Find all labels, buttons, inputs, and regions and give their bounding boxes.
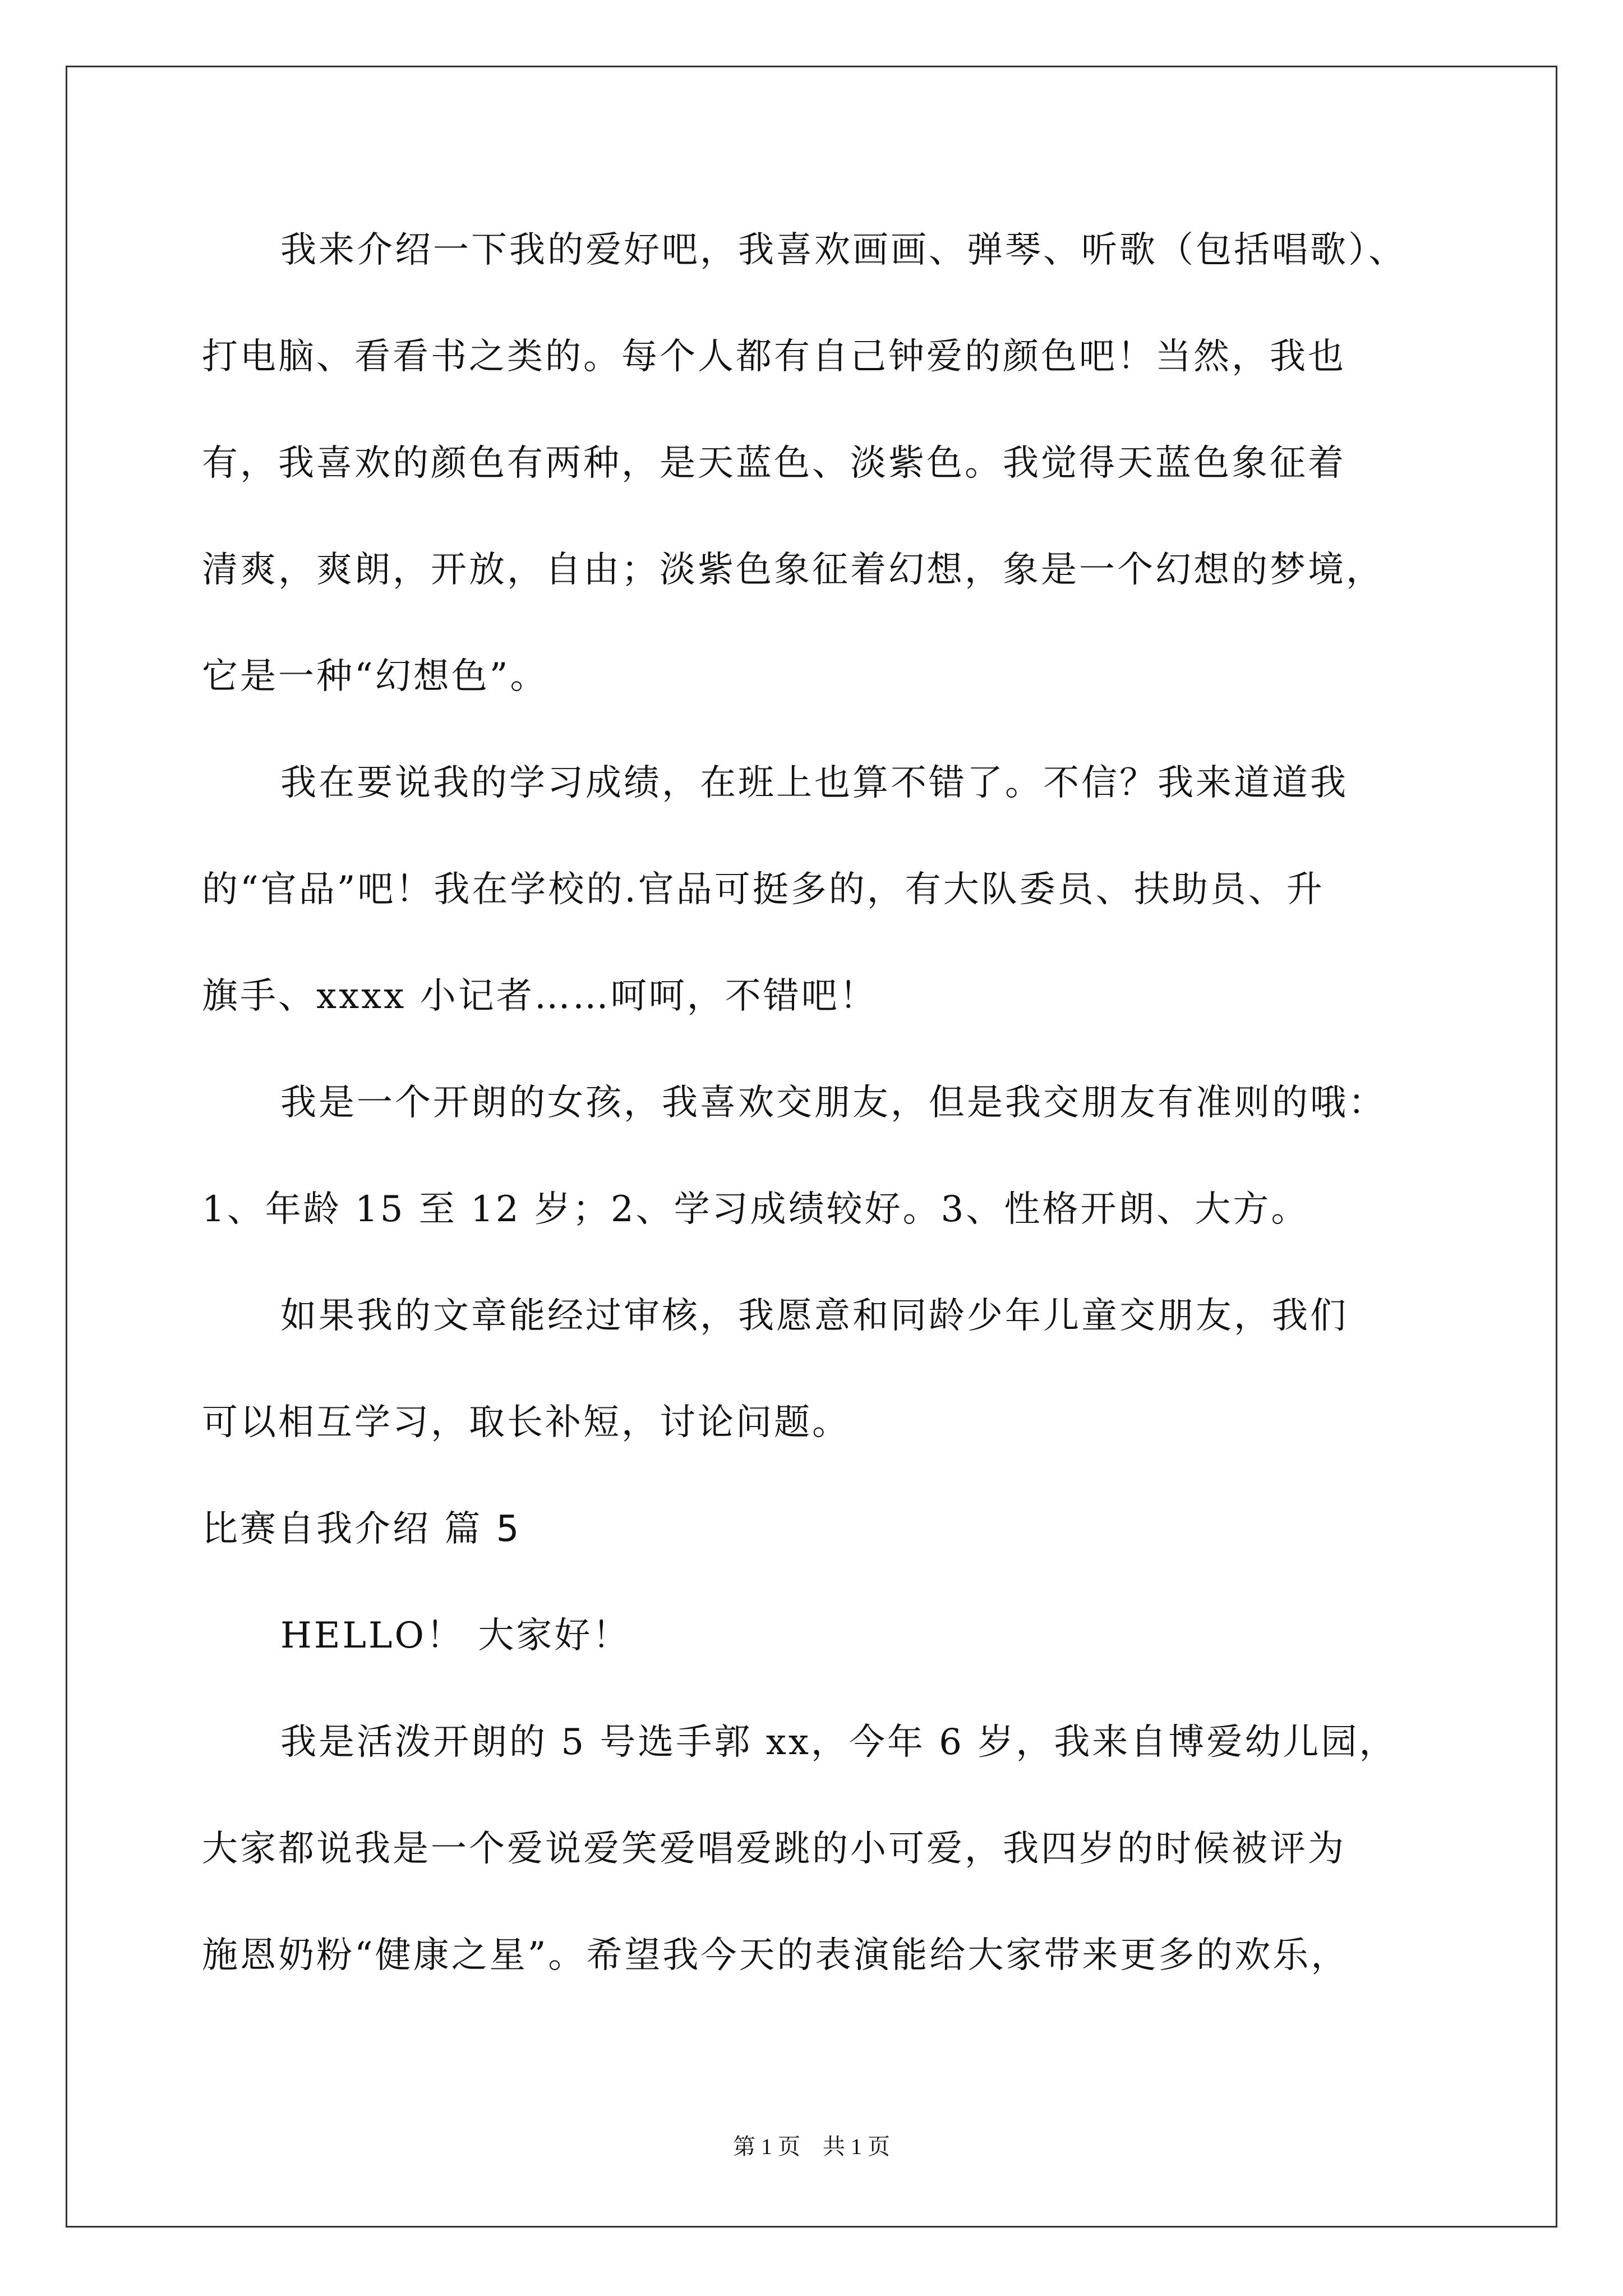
paragraph-1-line-5: 它是一种“幻想色”。: [202, 656, 548, 697]
intro-line-3: 施恩奶粉“健康之星”。希望我今天的表演能给大家带来更多的欢乐，: [202, 1935, 1349, 1976]
paragraph-1-line-4: 清爽，爽朗，开放，自由；淡紫色象征着幻想，象是一个幻想的梦境，: [202, 549, 1384, 591]
paragraph-2-line-3: 旗手、xxxx 小记者……呵呵，不错吧！: [202, 976, 878, 1017]
paragraph-4-line-1: 如果我的文章能经过审核，我愿意和同龄少年儿童交朋友，我们: [280, 1295, 1348, 1337]
page-number-footer: 第 1 页 共 1 页: [733, 2134, 890, 2159]
section-heading: 比赛自我介绍 篇 5: [202, 1508, 522, 1550]
paragraph-2-line-1: 我在要说我的学习成绩，在班上也算不错了。不信？我来道道我: [280, 762, 1348, 804]
paragraph-1-line-2: 打电脑、看看书之类的。每个人都有自己钟爱的颜色吧！当然，我也: [202, 336, 1346, 378]
paragraph-1-line-3: 有，我喜欢的颜色有两种，是天蓝色、淡紫色。我觉得天蓝色象征着: [202, 443, 1346, 484]
page-border: [66, 66, 1557, 2228]
intro-line-1: 我是活泼开朗的 5 号选手郭 xx，今年 6 岁，我来自博爱幼儿园，: [280, 1722, 1398, 1763]
paragraph-2-line-2: 的“官品”吧！我在学校的.官品可挺多的，有大队委员、扶助员、升: [202, 869, 1325, 910]
paragraph-1-line-1: 我来介绍一下我的爱好吧，我喜欢画画、弹琴、听歌（包括唱歌）、: [280, 229, 1407, 271]
paragraph-3-line-1: 我是一个开朗的女孩，我喜欢交朋友，但是我交朋友有准则的哦：: [280, 1082, 1386, 1124]
intro-line-2: 大家都说我是一个爱说爱笑爱唱爱跳的小可爱，我四岁的时候被评为: [202, 1828, 1346, 1870]
greeting: HELLO！ 大家好！: [280, 1615, 631, 1657]
paragraph-3-line-2: 1、年龄 15 至 12 岁；2、学习成绩较好。3、性格开朗、大方。: [202, 1189, 1310, 1230]
paragraph-4-line-2: 可以相互学习，取长补短，讨论问题。: [202, 1402, 850, 1443]
